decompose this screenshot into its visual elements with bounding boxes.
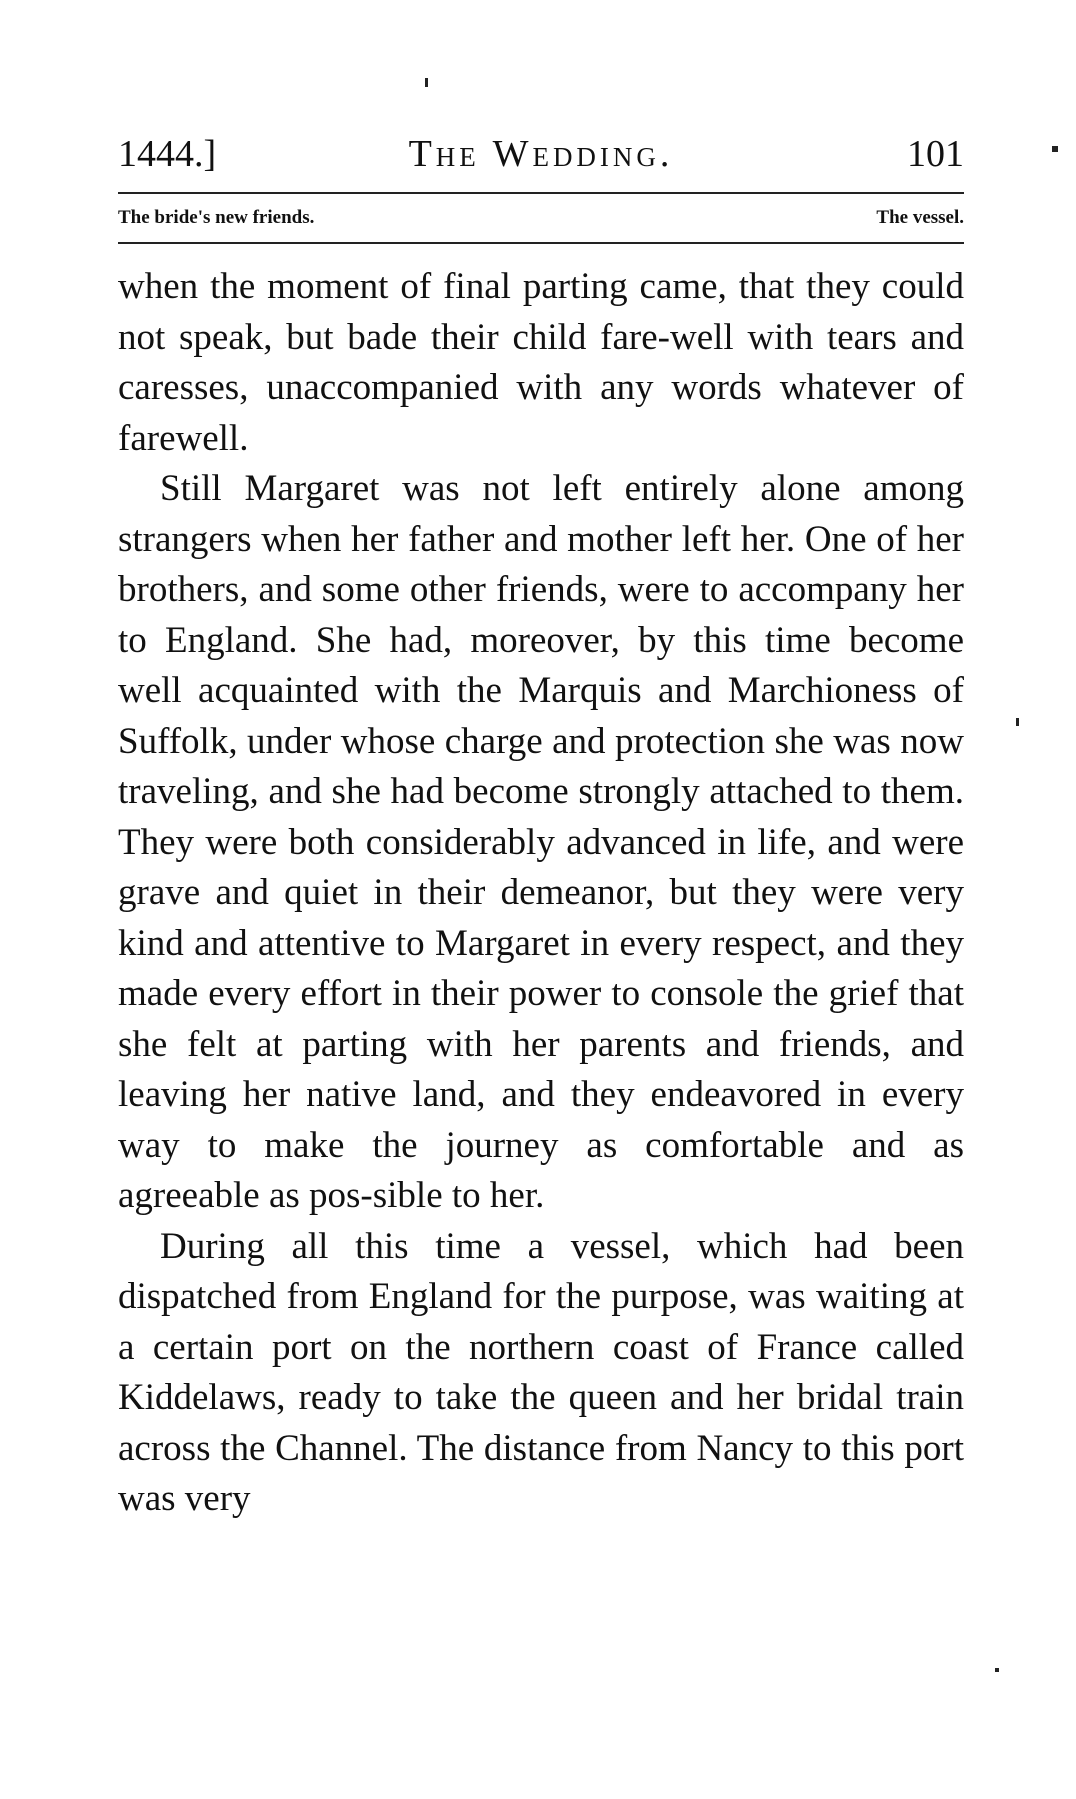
subheader-left: The bride's new friends.	[118, 207, 315, 228]
paragraph-continued: when the moment of final parting came, that they could not speak, but bade their child fare-well with tears and caresses, unaccompanied with any words whatever of farewell.	[118, 266, 964, 459]
paragraph: During all this time a vessel, which had been dispatched from England for the purpose, was waiting at a certain port on the northern coast of France called Kiddelaws, ready to take the queen and her bridal train across the Channel. The distance from Nancy to this port was very	[118, 1225, 964, 1519]
body-text	[118, 262, 964, 1525]
ink-speck	[1052, 146, 1058, 152]
header-rule	[118, 192, 964, 194]
header-year: 1444.]	[118, 133, 217, 175]
subheader-rule	[118, 242, 964, 244]
ink-speck	[995, 1668, 999, 1672]
subheader-right: The vessel.	[876, 207, 964, 228]
running-header	[118, 128, 964, 180]
paragraph: Still Margaret was not left entirely alone among strangers when her father and mother left her. One of her brothers, and some other friends, were to accompany her to England. She had, moreover, by this time become well acquainted with the Marquis and Marchioness of Suffolk, under whose charge and protection she was now traveling, and she had become strongly attached to them. They were both considerably advanced in life, and were grave and quiet in their demeanor, but they were very kind and attentive to Margaret in every respect, and they made every effort in their power to console the grief that she felt at parting with her parents and friends, and leaving her native land, and they endeavored in every way to make the journey as comfortable and as agreeable as pos-sible to her.	[118, 468, 964, 1216]
ink-speck	[425, 78, 428, 87]
subheader	[118, 205, 964, 231]
page-number: 101	[907, 133, 964, 175]
page-title: The Wedding.	[408, 133, 674, 175]
ink-speck	[1016, 718, 1019, 726]
